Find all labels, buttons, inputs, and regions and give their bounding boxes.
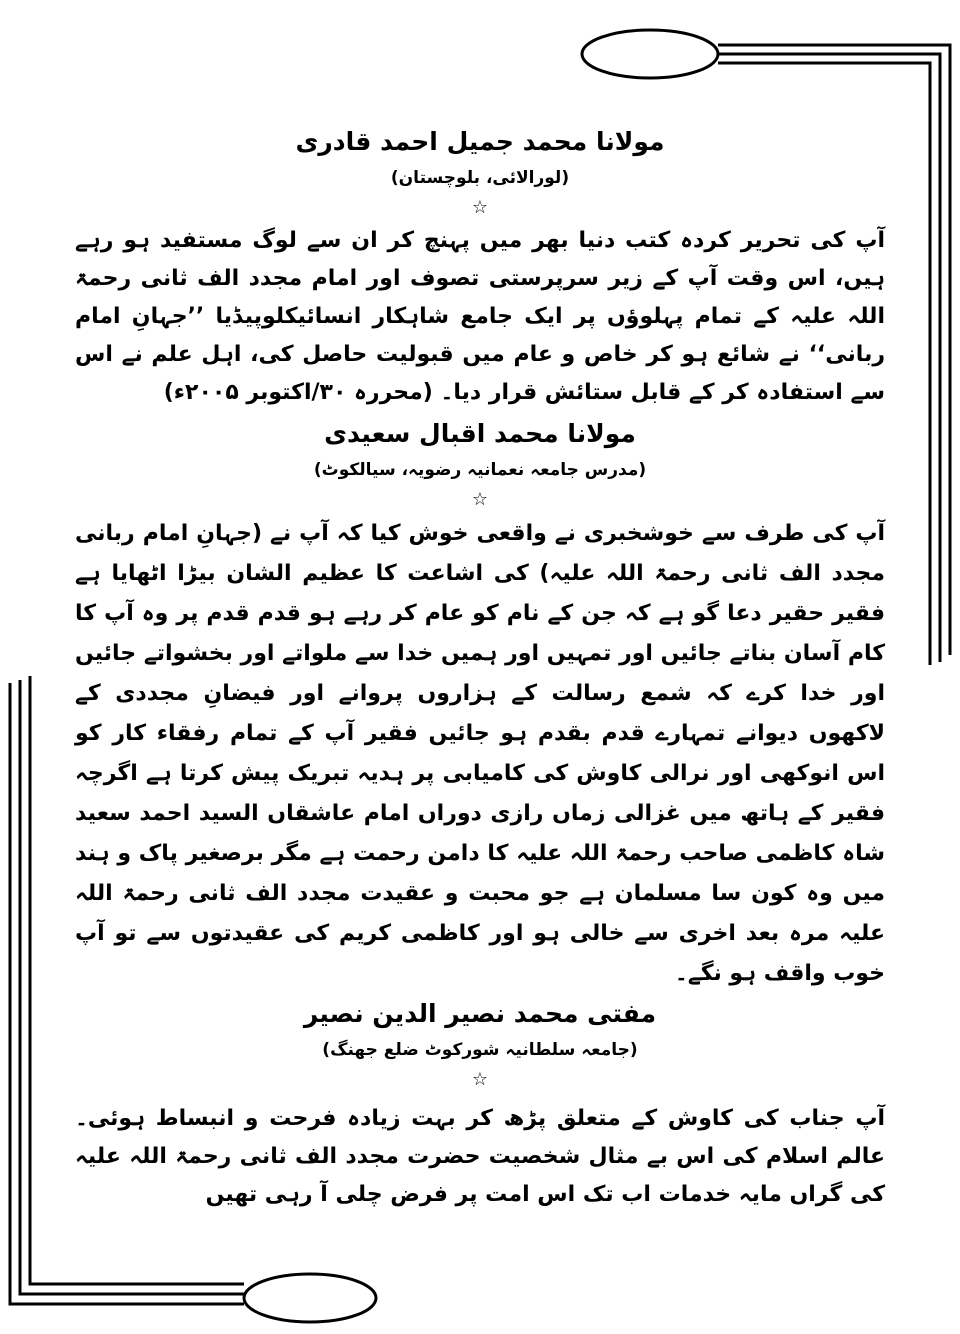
author-name: مولانا محمد اقبال سعیدی	[324, 419, 636, 448]
testimonial-text: آپ کی تحریر کردہ کتب دنیا بھر میں پہنچ کر ان سے لوگ مستفید ہو رہے ہیں، اس وقت آپ کے زیر سرپرستی تصوف اور امام مجدد الف ثانی رحمۃ اللہ علیہ کے تمام پہلوؤں پر ایک جامع شاہکار انسائیکلوپیڈیا ’’جہانِ امام ربانی‘‘ نے شائع ہو کر خاص و عام میں قبولیت حاصل کی، اہل علم نے اس سے استفادہ کر کے قابل ستائش قرار دیا۔ (محررہ ۳۰/اکتوبر ۲۰۰۵ء)	[75, 228, 885, 405]
author-name: مفتی محمد نصیر الدین نصیر	[303, 999, 657, 1028]
author-location: (جامعہ سلطانیہ شورکوٹ ضلع جھنگ)	[322, 1040, 638, 1060]
testimonial-entry	[75, 414, 885, 994]
star-separator-icon: ☆	[471, 197, 489, 218]
star-separator-icon: ☆	[471, 1069, 489, 1090]
testimonials-content	[75, 118, 885, 1214]
bottom-oval-ornament	[244, 1274, 376, 1322]
star-separator-icon: ☆	[471, 489, 489, 510]
author-location: (لورالائی، بلوچستان)	[390, 168, 570, 188]
testimonial-text: آپ کی طرف سے خوشخبری نے واقعی خوش کیا کہ آپ نے (جہانِ امام ربانی مجدد الف ثانی رحمۃ اللہ علیہ) کی اشاعت کا عظیم الشان بیڑا اٹھایا ہے فقیر حقیر دعا گو ہے کہ جن کے نام کو عام کر رہے ہو قدم قدم پر وہ آپ کا کام آسان بناتے جائیں اور تمہیں اور ہمیں خدا سے ملواتے اور بخشواتے جائیں اور خدا کرے کہ شمع رسالت کے ہزاروں پروانے اور فیضانِ مجددی کے لاکھوں دیوانے تمہارے قدم بقدم ہو جائیں فقیر آپ کے تمام رفقاء کار کو اس انوکھی اور نرالی کاوش کی کامیابی پر ہدیہ تبریک پیش کرتا ہے اگرچہ فقیر کے ہاتھ میں غزالی زماں رازی دوراں امام عاشقاں السید احمد سعید شاہ کاظمی صاحب رحمۃ اللہ علیہ کا دامن رحمت ہے مگر برصغیر پاک و ہند میں وہ کون سا مسلمان ہے جو محبت و عقیدت مجدد الف ثانی رحمۃ اللہ علیہ مرہ بعد اخری سے خالی ہو اور کاظمی کریم کی عقیدتوں سے تو آپ خوب واقف ہو نگے۔	[75, 521, 885, 986]
testimonial-text: آپ جناب کی کاوش کے متعلق پڑھ کر بہت زیادہ فرحت و انبساط ہوئی۔ عالم اسلام کی اس بے مثال شخصیت حضرت مجدد الف ثانی رحمۃ اللہ علیہ کی گراں مایہ خدمات اب تک اس امت پر فرض چلی آ رہی تھیں	[75, 1106, 885, 1207]
author-name: مولانا محمد جمیل احمد قادری	[295, 127, 665, 156]
testimonial-entry	[75, 122, 885, 412]
testimonial-entry	[75, 994, 885, 1214]
top-oval-ornament	[582, 30, 718, 78]
author-location: (مدرس جامعہ نعمانیہ رضویہ، سیالکوٹ)	[313, 460, 647, 480]
